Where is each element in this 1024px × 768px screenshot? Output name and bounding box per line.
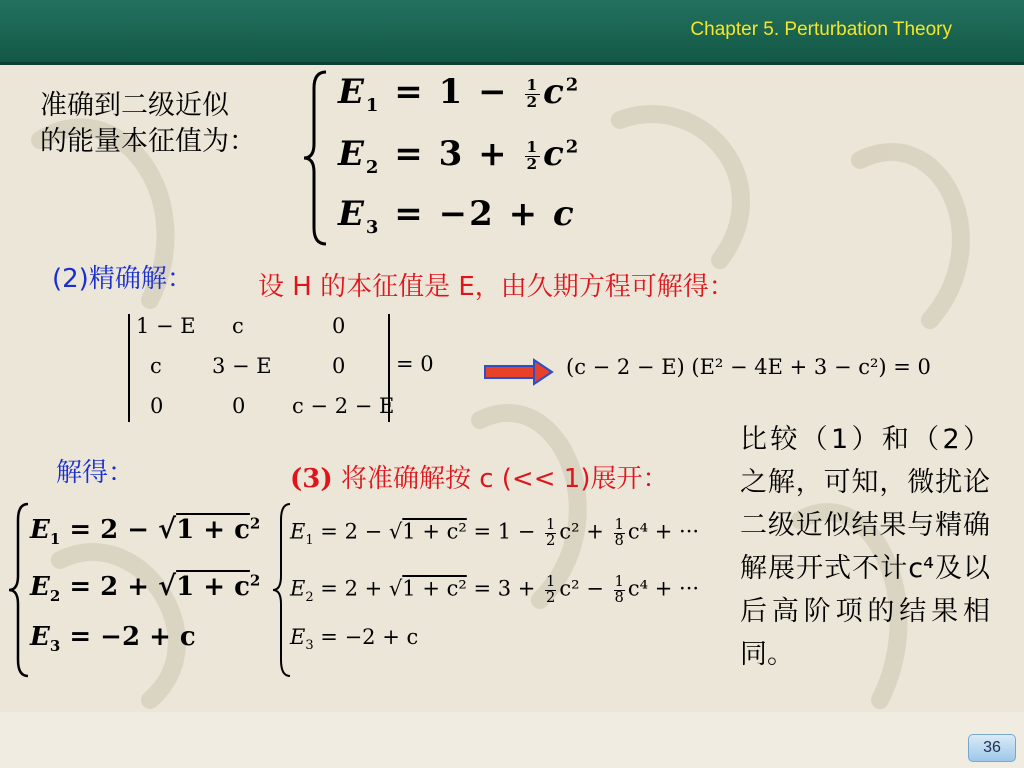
page-number-badge: 36 <box>968 734 1016 762</box>
left-brace-exact <box>6 500 32 680</box>
left-brace-approx <box>300 68 330 248</box>
secular-equation-text: 设 H 的本征值是 E，由久期方程可解得： <box>258 272 735 302</box>
approx-eq-2: $E_2 = 3$ + $\frac{1}{2}$ $c^2$ <box>338 134 581 178</box>
exact-eq-2: $E_2 = 2 + √1 + c^2$ <box>30 570 261 606</box>
intro-line-1: 准确到二级近似 <box>40 90 229 121</box>
det-cell: 0 <box>332 314 346 338</box>
exact-eq-1: $E_1 = 2 - √1 + c^2$ <box>30 513 261 549</box>
det-cell: 0 <box>232 394 246 418</box>
det-cell: 0 <box>332 354 346 378</box>
implies-arrow-icon <box>484 358 554 386</box>
footer-strip <box>0 712 1024 768</box>
det-cell: 1 − E <box>136 314 196 338</box>
det-cell: c − 2 − E <box>292 394 395 418</box>
expanded-eq-3: $E_3 = -2 + c$ <box>290 625 419 654</box>
det-cell: 3 − E <box>212 354 272 378</box>
intro-line-2: 的能量本征值为： <box>40 126 256 157</box>
det-cell: c <box>150 354 162 378</box>
intro-text <box>40 88 256 160</box>
factored-equation: (c − 2 − E) (E² − 4E + 3 − c²) = 0 <box>566 355 931 379</box>
expansion-heading: (3) 将准确解按 c (<< 1)展开： <box>290 464 669 494</box>
solved-label: 解得： <box>56 458 135 488</box>
det-cell: 0 <box>150 394 164 418</box>
det-cell: c <box>232 314 244 338</box>
approx-eq-1: $E_1 = 1$ − $\frac{1}{2}$ $c^2$ <box>338 72 581 116</box>
exact-eq-3: $E_3 = -2 + c$ <box>30 622 196 656</box>
expanded-eq-1: $E_1 = 2 - √1 + c^2 = 1$ − $\frac{1}{2}$ c² + $\frac{1}{8}$ c⁴ + ··· <box>290 516 700 549</box>
det-bar-left <box>128 314 130 422</box>
approx-eq-3: $E_3 = -2 + c$ <box>338 194 576 238</box>
exact-solution-label: (2)精确解： <box>52 264 193 294</box>
expanded-eq-2: $E_2 = 2 + √1 + c^2 = 3$ + $\frac{1}{2}$ c² − $\frac{1}{8}$ c⁴ + ··· <box>290 573 700 606</box>
det-rhs: = 0 <box>396 352 434 376</box>
chapter-title: Chapter 5. Perturbation Theory <box>690 19 952 40</box>
slide-header <box>0 0 1024 65</box>
comparison-paragraph: 比较（1）和（2）之解，可知，微扰论二级近似结果与精确解展开式不计c⁴及以后高阶项的结果相同。 <box>740 424 990 670</box>
